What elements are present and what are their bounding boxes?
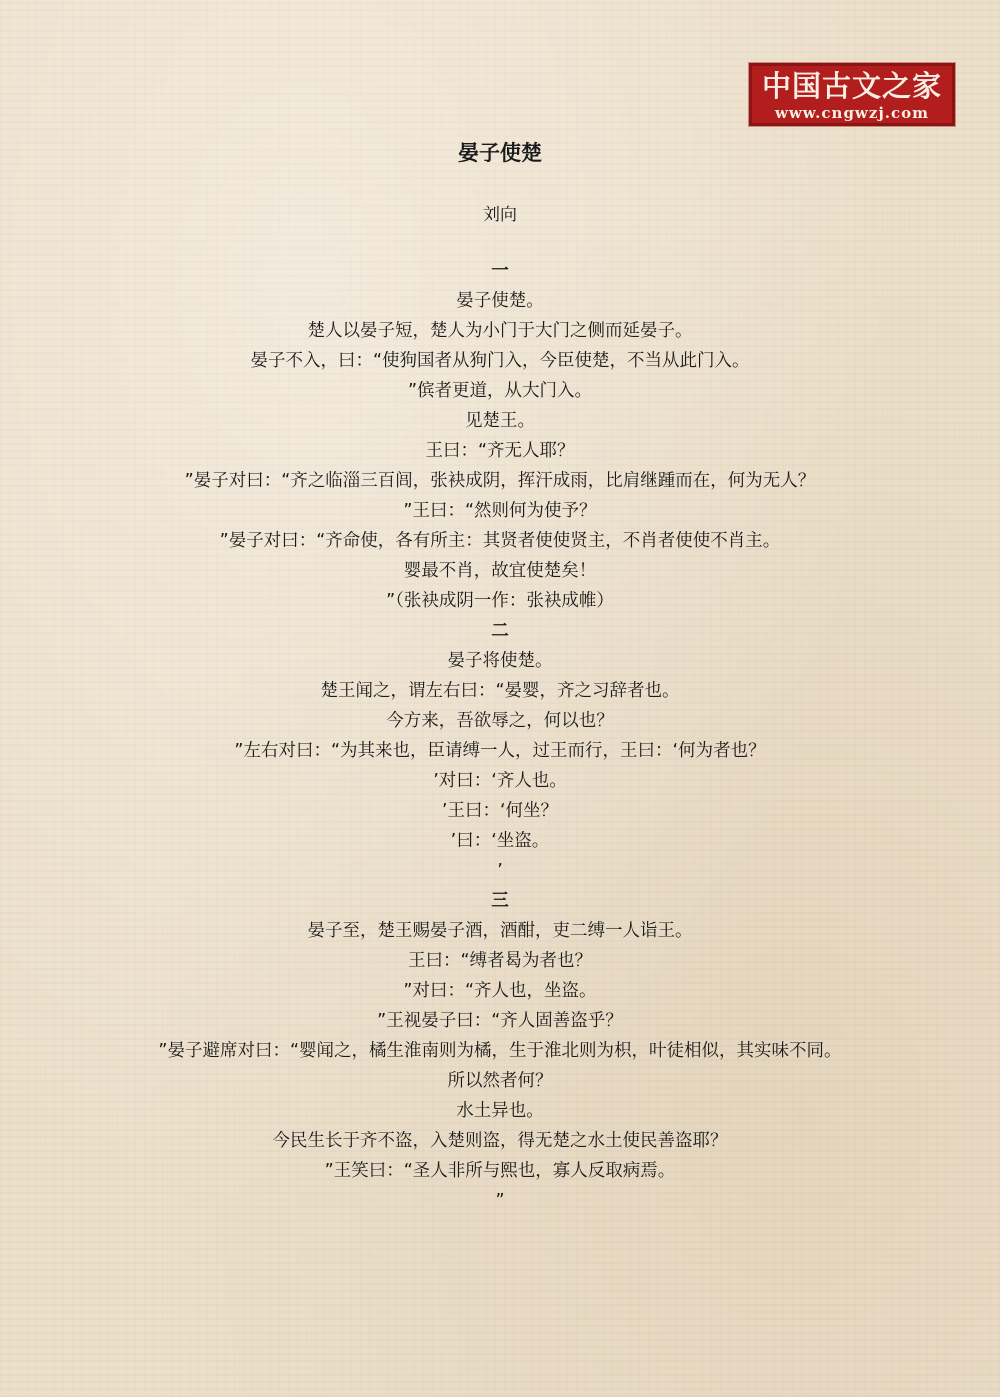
author-name: 刘向 — [483, 205, 517, 225]
text-line: ’王曰：‘何坐？ — [441, 801, 559, 821]
text-line: 晏子将使楚。 — [447, 651, 553, 671]
section-number: 三 — [491, 891, 509, 911]
text-line: ’曰：‘坐盗。 — [450, 831, 550, 851]
text-line: 王曰：“齐无人耶？ — [425, 441, 575, 461]
text-line: ’对曰：‘齐人也。 — [433, 771, 567, 791]
text-line: 晏子不入，曰：“使狗国者从狗门入，今臣使楚，不当从此门入。 — [250, 351, 750, 371]
text-line: 晏子至，楚王赐晏子酒，酒酣，吏二缚一人诣王。 — [307, 921, 693, 941]
text-line: 楚人以晏子短，楚人为小门于大门之侧而延晏子。 — [307, 321, 693, 341]
text-line: ”晏子对曰：“齐命使，各有所主：其贤者使使贤主，不肖者使使不肖主。 — [219, 531, 781, 551]
text-line: 见楚王。 — [465, 411, 535, 431]
text-line: ’ — [497, 861, 503, 881]
logo-url: www.cngwzj.com — [774, 104, 930, 122]
section-number: 二 — [491, 621, 509, 641]
logo-title: 中国古文之家 — [761, 69, 942, 103]
text-line: 楚王闻之，谓左右曰：“晏婴，齐之习辞者也。 — [320, 681, 680, 701]
text-line: ”（张袂成阴一作：张袂成帷） — [386, 591, 614, 611]
text-line: 水土异也。 — [456, 1101, 544, 1121]
article-body — [0, 256, 1000, 1216]
text-line: ”王曰：“然则何为使予？ — [403, 501, 597, 521]
text-line: 王曰：“缚者曷为者也？ — [407, 951, 593, 971]
page-title: 晏子使楚 — [458, 141, 542, 165]
text-line: ”晏子对曰：“齐之临淄三百闾，张袂成阴，挥汗成雨，比肩继踵而在，何为无人？ — [184, 471, 816, 491]
text-line: 所以然者何？ — [447, 1071, 553, 1091]
text-line: ”对曰：“齐人也，坐盗。 — [403, 981, 597, 1001]
text-line: 晏子使楚。 — [456, 291, 544, 311]
text-line: 今民生长于齐不盗，入楚则盗，得无楚之水土使民善盗耶？ — [272, 1131, 728, 1151]
text-line: 今方来，吾欲辱之，何以也？ — [386, 711, 614, 731]
text-line: ”傧者更道，从大门入。 — [407, 381, 593, 401]
text-line: ”王笑曰：“圣人非所与熙也，寡人反取病焉。 — [324, 1161, 676, 1181]
section-number: 一 — [491, 261, 509, 281]
text-line: 婴最不肖，故宜使楚矣！ — [403, 561, 597, 581]
text-line: ”左右对曰：“为其来也，臣请缚一人，过王而行，王曰：‘何为者也？ — [234, 741, 766, 761]
text-line: ”王视晏子曰：“齐人固善盗乎？ — [377, 1011, 623, 1031]
site-logo-stamp — [749, 63, 955, 126]
text-line: ” — [495, 1191, 505, 1211]
text-line: ”晏子避席对曰：“婴闻之，橘生淮南则为橘，生于淮北则为枳，叶徒相似，其实味不同。 — [158, 1041, 842, 1061]
